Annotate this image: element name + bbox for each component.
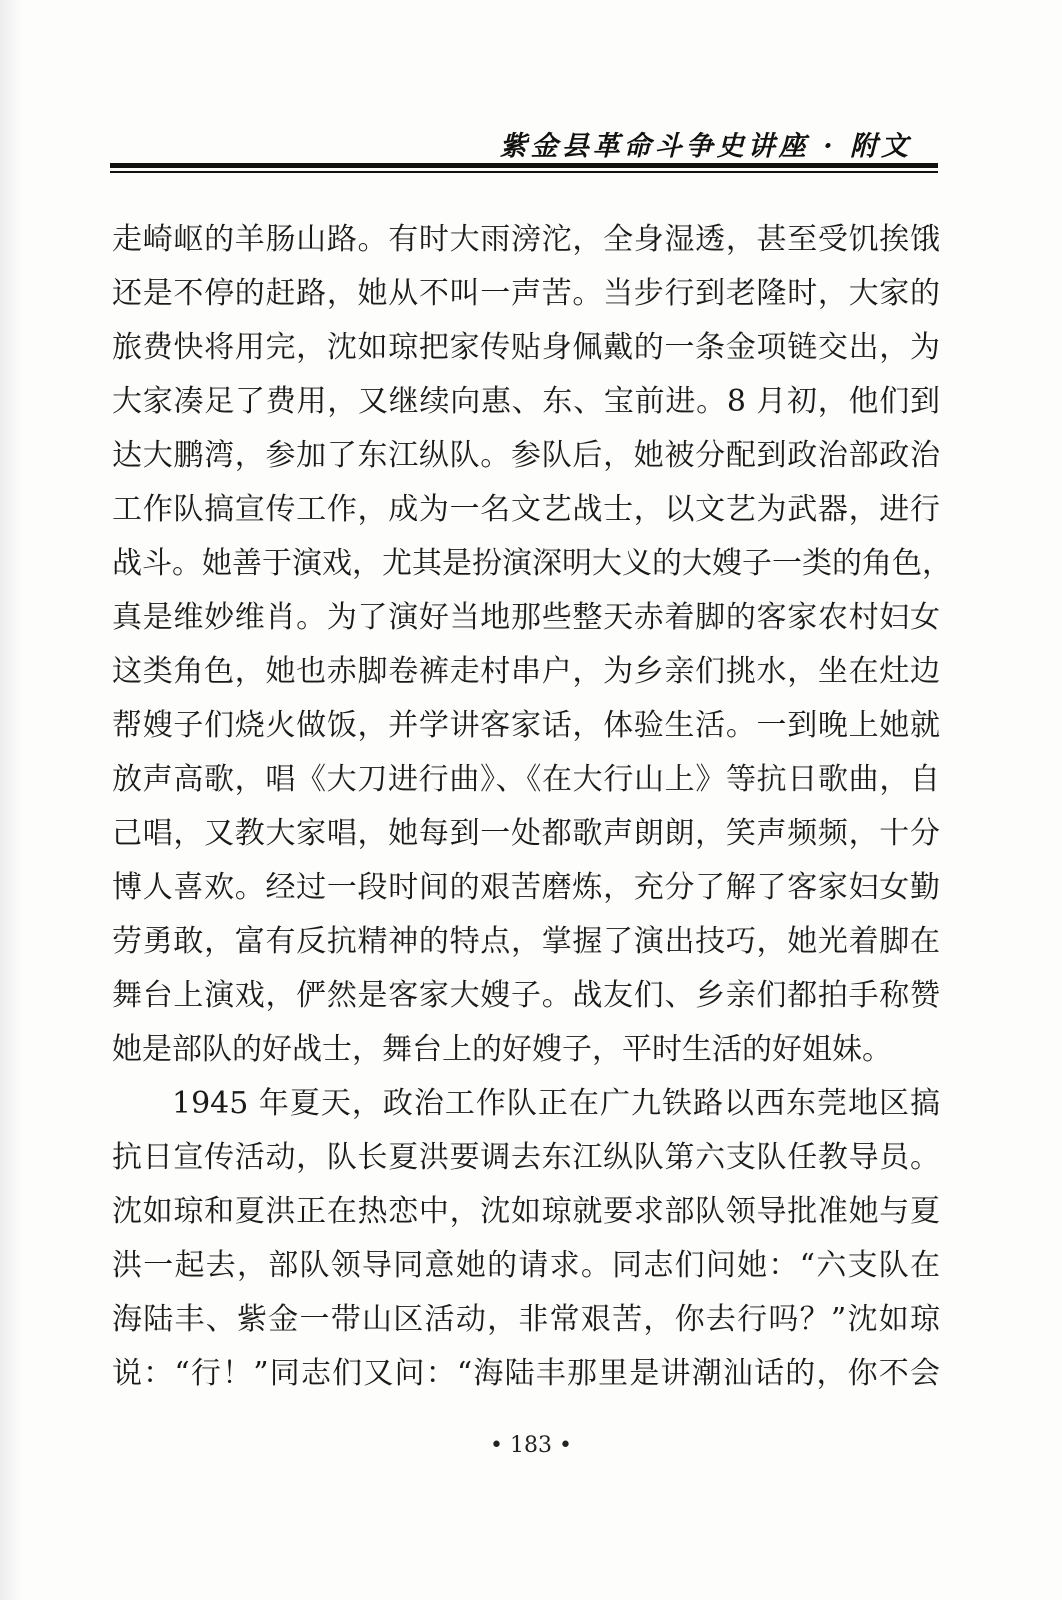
body-text	[112, 213, 952, 1401]
text-line: 工作队搞宣传工作，成为一名文艺战士，以文艺为武器，进行	[112, 492, 940, 527]
scan-edge-shadow	[0, 0, 22, 1600]
text-line: 劳勇敢，富有反抗精神的特点，掌握了演出技巧，她光着脚在	[112, 924, 940, 959]
text-line: 舞台上演戏，俨然是客家大嫂子。战友们、乡亲们都拍手称赞	[112, 978, 940, 1013]
text-line: 战斗。她善于演戏，尤其是扮演深明大义的大嫂子一类的角色，	[112, 546, 952, 581]
text-line: 旅费快将用完，沈如琼把家传贴身佩戴的一条金项链交出，为	[112, 330, 940, 365]
text-line: 沈如琼和夏洪正在热恋中，沈如琼就要求部队领导批准她与夏	[112, 1194, 940, 1229]
text-line: 洪一起去，部队领导同意她的请求。同志们问她：“六支队在	[112, 1248, 940, 1283]
page-number: • 183 •	[490, 1433, 572, 1458]
text-line: 达大鹏湾，参加了东江纵队。参队后，她被分配到政治部政治	[112, 438, 940, 473]
running-header-title: 紫金县革命斗争史讲座 · 附文	[499, 131, 912, 162]
header-rule-thick	[110, 163, 938, 168]
text-line: 大家凑足了费用，又继续向惠、东、宝前进。8 月初，他们到	[112, 384, 940, 419]
text-line: 真是维妙维肖。为了演好当地那些整天赤着脚的客家农村妇女	[112, 600, 940, 635]
text-line: 还是不停的赶路，她从不叫一声苦。当步行到老隆时，大家的	[112, 276, 940, 311]
text-line: 说：“行！”同志们又问：“海陆丰那里是讲潮汕话的，你不会	[112, 1356, 940, 1391]
text-line: 帮嫂子们烧火做饭，并学讲客家话，体验生活。一到晚上她就	[112, 708, 940, 743]
header-rule-thin	[110, 171, 938, 173]
text-line: 海陆丰、紫金一带山区活动，非常艰苦，你去行吗？”沈如琼	[112, 1302, 940, 1337]
text-line: 抗日宣传活动，队长夏洪要调去东江纵队第六支队任教导员。	[112, 1140, 940, 1175]
paragraph-first-line: 1945 年夏天，政治工作队正在广九铁路以西东莞地区搞	[172, 1086, 940, 1121]
text-line: 己唱，又教大家唱，她每到一处都歌声朗朗，笑声频频，十分	[112, 816, 940, 851]
text-line: 她是部队的好战士，舞台上的好嫂子，平时生活的好姐妹。	[112, 1032, 892, 1067]
text-line: 走崎岖的羊肠山路。有时大雨滂沱，全身湿透，甚至受饥挨饿	[112, 222, 940, 257]
text-line: 博人喜欢。经过一段时间的艰苦磨炼，充分了解了客家妇女勤	[112, 870, 940, 905]
text-line: 这类角色，她也赤脚卷裤走村串户，为乡亲们挑水，坐在灶边	[112, 654, 940, 689]
text-line: 放声高歌，唱《大刀进行曲》、《在大行山上》等抗日歌曲，自	[112, 762, 940, 797]
